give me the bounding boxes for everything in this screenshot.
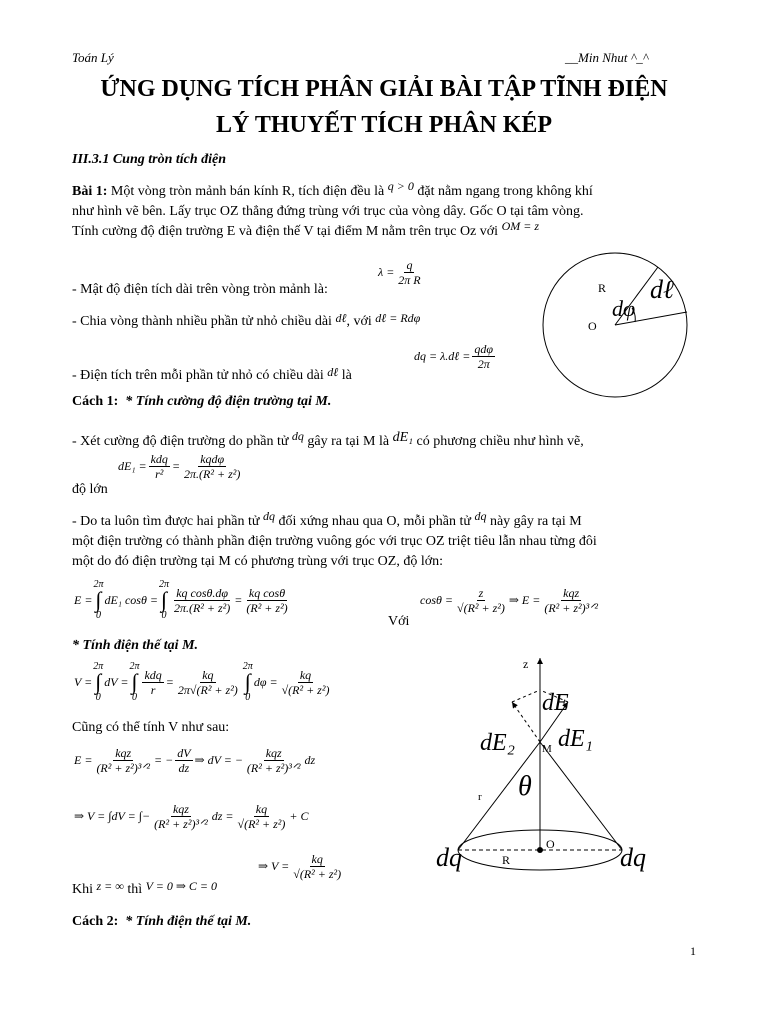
method1-text-1: - Xét cường độ điện trường do phần tử dq gây ra tại M là dE₁ có phương chiều như hình vẽ, [72, 429, 584, 449]
density-text: - Mật độ điện tích dài trên vòng tròn mảnh là: [72, 282, 328, 297]
E-integral-formula: E = 2π ∫ 0 dE₁ cosθ = 2π ∫ 0 $\frac{\text{kq cosθ.dφ}}{\text{2π.(R² + z²)}}$ = $\frac{\text{kq cosθ}}{\text{(R² + z²)}}$ [74, 579, 288, 621]
problem-label: Bài 1: [72, 184, 108, 199]
problem-text-1b: đặt nằm ngang trong không khí [417, 184, 593, 199]
E-derivative-formula: E = $\frac{\text{kqz}}{\text{(R² + z²)³ᐟ²}}$ = − $\frac{dV}{dz}$ ⇒ dV = − $\frac{\text{kqz}}{\text{(R² + z²)³ᐟ²}}$ dz [74, 746, 316, 775]
label-O: O [588, 319, 597, 333]
V-antiderivative-formula: ⇒ V = ∫dV = ∫− $\frac{\text{kqz}}{\text{(R² + z²)³ᐟ²}}$ dz = $\frac{kq}{\text{√(R² + z²)}}$ + C [74, 802, 309, 831]
problem-statement [72, 179, 696, 242]
problem-text-2: như hình vẽ bên. Lấy trục OZ thẳng đứng trùng với trục của vòng dây. Gốc O tại tâm vòng. [72, 204, 584, 219]
label-R: R [502, 853, 511, 867]
label-dl: dℓ [650, 275, 674, 304]
cone-figure [430, 650, 700, 890]
label-r: r [478, 791, 482, 803]
ring-figure [540, 250, 690, 400]
label-theta: θ [518, 771, 532, 802]
label-M: M [542, 743, 552, 755]
label-dphi: dφ [612, 296, 636, 321]
V-integral-formula: V = 2π ∫ 0 dV = 2π ∫ 0 $\frac{\text{kdq}}{r}$ = $\frac{kq}{\text{2π√(R² + z²)}}$ 2π ∫ 0 dφ = $\frac{kq}{\text{√(R² + z²)}}$ [74, 661, 330, 703]
label-O: O [546, 837, 555, 851]
problem-text-1a: Một vòng tròn mảnh bán kính R, tích điện đều là [110, 184, 385, 199]
method2-heading: Cách 2: * Tính điện thế tại M. [72, 914, 252, 929]
method1-text-2: - Do ta luôn tìm được hai phần tử dq đối xứng nhau qua O, mỗi phần tử dq này gây ra tại M một điện trường có thành phần điện trường vuông góc với trục OZ triệt tiêu lẫn nhau từng đôi một do đó điện trường tại M có phương trùng với trục OZ, độ lớn: [72, 509, 597, 569]
with-label: Với [388, 614, 410, 629]
label-dE: dE [542, 690, 569, 716]
title-line-2: LÝ THUYẾT TÍCH PHÂN KÉP [215, 112, 553, 138]
header-left: Toán Lý [72, 50, 114, 65]
dE1-formula: dE₁ = $\frac{\text{kdq}}{\text{r²}}$ = $\frac{\text{kqdφ}}{\text{2π.(R² + z²)}}$ [118, 452, 241, 481]
header-right: __Min Nhut ^_^ [565, 50, 649, 65]
label-dE1: dE₁ [558, 726, 594, 752]
center-dot [537, 847, 543, 853]
dq-formula: dq = λ.dℓ = $\frac{\text{qdφ}}{2\pi}$ [414, 342, 494, 371]
label-z: z [523, 657, 529, 671]
label-dq-left: dq [436, 843, 462, 872]
potential-heading: * Tính điện thế tại M. [72, 638, 199, 653]
dashed-sum-1 [512, 690, 540, 702]
section-heading: III.3.1 Cung tròn tích điện [72, 152, 227, 167]
magnitude-label: độ lớn [72, 482, 108, 497]
om-eq: OM = z [501, 219, 539, 233]
cone-right [540, 742, 622, 850]
lambda-formula: λ = $\frac{q}{\text{2π R}}$ [378, 258, 421, 287]
cos-formula: cosθ = $\frac{z}{\text{√(R² + z²)}}$ ⇒ E = $\frac{\text{kqz}}{\text{(R² + z²)³ᐟ²}}$ [420, 586, 598, 615]
page-number: 1 [690, 944, 696, 958]
V-final-formula: ⇒ V = $\frac{kq}{\text{√(R² + z²)}}$ [258, 852, 342, 881]
divide-text: - Chia vòng thành nhiều phần tử nhỏ chiều dài dℓ , với dℓ = Rdφ [72, 311, 421, 329]
title-line-1: ỨNG DỤNG TÍCH PHÂN GIẢI BÀI TẬP TĨNH ĐIỆN [100, 76, 668, 102]
also-text: Cũng có thể tính V như sau: [72, 720, 230, 735]
label-R: R [598, 281, 607, 295]
method1-heading: Cách 1: * Tính cường độ điện trường tại M. [72, 394, 332, 409]
charge-text: - Điện tích trên mỗi phần tử nhỏ có chiều dài dℓ là [72, 365, 352, 383]
boundary-condition: Khi z = ∞ thì V = 0 ⇒ C = 0 [72, 879, 217, 897]
problem-text-3: Tính cường độ điện trường E và điện thế V tại điểm M nằm trên trục Oz với [72, 224, 499, 239]
label-dq-right: dq [620, 843, 646, 872]
label-dE2: dE₂ [480, 730, 516, 756]
q-condition: q > 0 [387, 179, 414, 193]
vector-dE2 [512, 702, 540, 742]
